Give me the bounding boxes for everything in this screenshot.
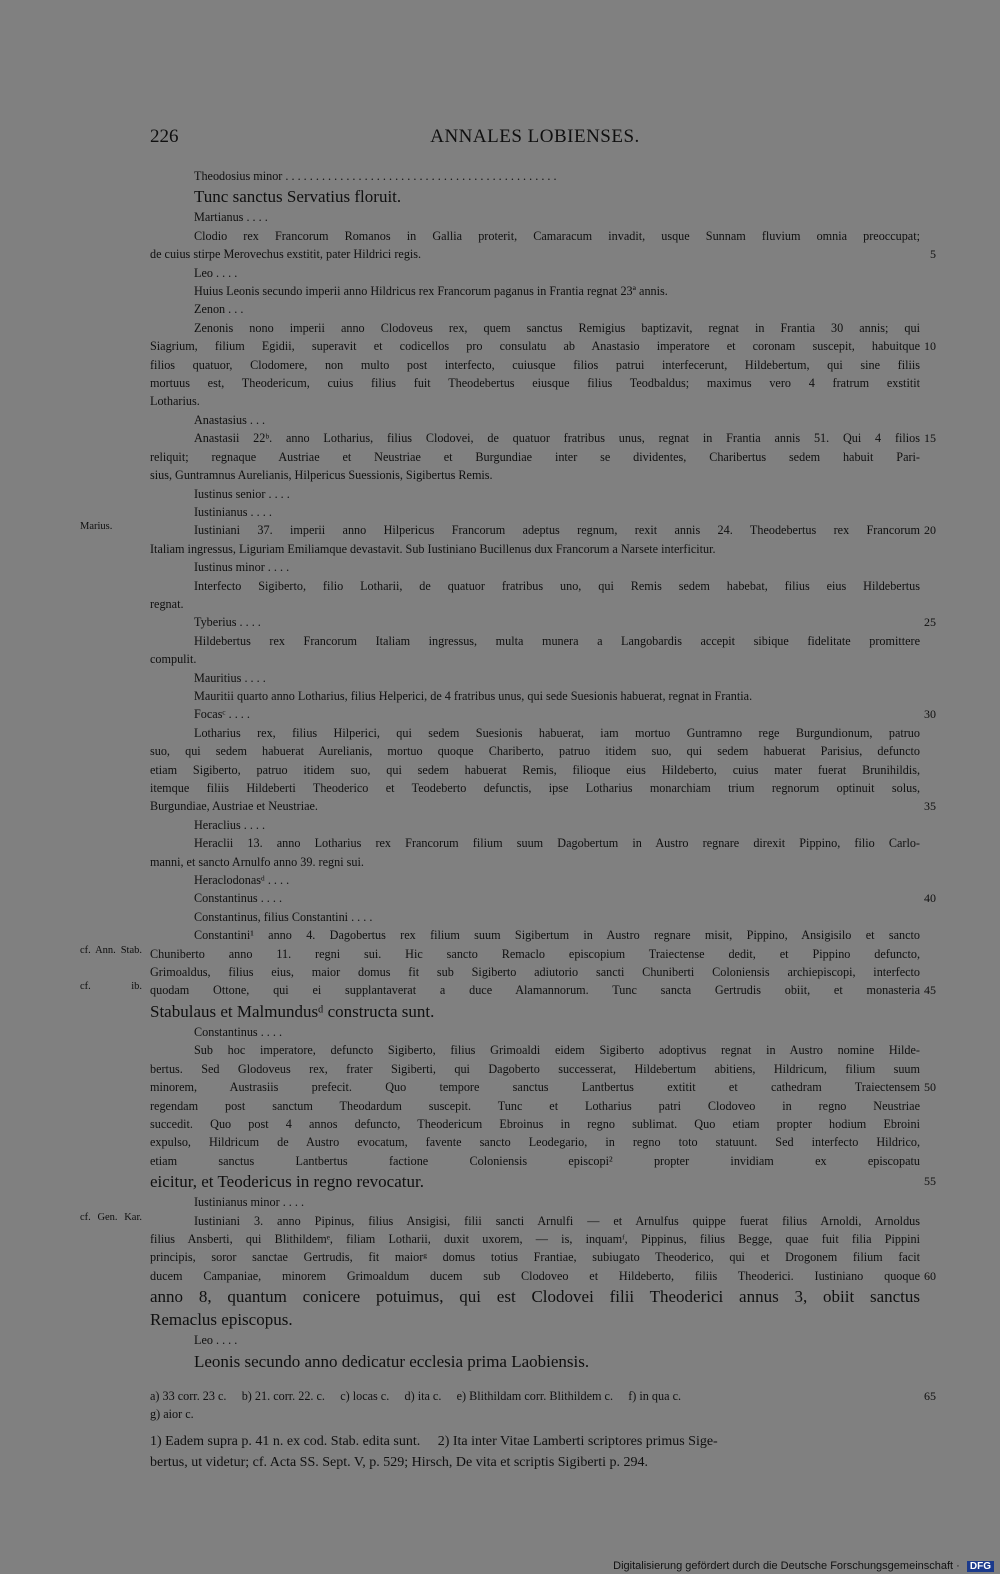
text-line <box>150 1041 920 1059</box>
line-text: Zenonis nono imperii anno Clodoveus rex, quem sanctus Remigius baptizavit, regnat in Frantia 30 annis; qui <box>194 320 920 335</box>
line-text: ducem Campaniae, minorem Grimoaldum ducem sub Clodoveo et Hildeberto, filiis Theoderici. Iustiniano quoque <box>150 1268 920 1283</box>
line-text: Lotharius. <box>150 394 200 409</box>
line-text: anno 8, quantum conicere potuimus, qui est Clodovei filii Theoderici annus 3, obiit sanctus <box>150 1287 920 1307</box>
running-title: ANNALES LOBIENSES. <box>430 126 640 147</box>
line-text: Iustiniani 3. anno Pipinus, filius Ansigisi, filii sancti Arnulfi — et Arnulfus quippe fuerat filius Arnoldi, Arnoldus <box>194 1213 920 1228</box>
line-text: filios quatuor, Clodomere, non multo post interfecto, cuiusque filios patrui interfecerunt, Hildebertum, qui sine filiis <box>150 357 920 372</box>
footnote-line: bertus, ut videtur; cf. Acta SS. Sept. V, p. 529; Hirsch, De vita et scriptis Sigiberti p. 294. <box>150 1455 648 1470</box>
text-line <box>150 208 920 226</box>
text-line <box>150 540 920 558</box>
text-line <box>150 485 920 503</box>
line-text: Iustinianus . . . . <box>194 504 272 519</box>
line-number: 25 <box>924 615 936 630</box>
margin-note: cf. Gen. Kar. <box>80 1211 142 1223</box>
line-text: Tyberius . . . . <box>194 615 261 630</box>
text-line <box>80 521 936 539</box>
line-text: Clodio rex Francorum Romanos in Gallia proterit, Camaracum invadit, usque Sunnam fluvium omnia preoccupat; <box>194 228 920 243</box>
text-line <box>150 705 936 723</box>
footnote-text: a) 33 corr. 23 c. b) 21. corr. 22. c. c) locas c. d) ita c. e) Blithildam corr. Blithildem c. f) in qua c. <box>150 1389 682 1403</box>
line-text: Zenon . . . <box>194 302 244 317</box>
line-text: Hildebertus rex Francorum Italiam ingressus, multa munera a Langobardis accepit sibique fidelitate promittere <box>194 633 920 648</box>
text-line <box>150 797 936 815</box>
footnote-line <box>150 1387 936 1405</box>
line-text: filius Ansberti, qui Blithildemᵉ, filiam Lotharii, duxit uxorem, — is, inquamᶠ, Pippinus, filius Begge, quae fuit filia Pippini <box>150 1231 920 1246</box>
text-line <box>150 761 920 779</box>
line-text: de cuius stirpe Merovechus exstitit, pater Hildrici regis. <box>150 247 422 262</box>
text-line <box>150 926 920 944</box>
line-number: 45 <box>924 983 936 998</box>
line-text: Iustinus senior . . . . <box>194 486 290 501</box>
text-line <box>150 1060 920 1078</box>
line-text: mortuus est, Theodericum, cuius filius fuit Theodebertus eiusque filius Teodbaldus; maximus vero 4 fratrum exstitit <box>150 376 920 391</box>
text-line <box>150 632 920 650</box>
line-text: Iustinus minor . . . . <box>194 560 290 575</box>
text-line <box>150 834 920 852</box>
line-text: Heraclii 13. anno Lotharius rex Francorum filium suum Dagobertum in Austro regnare direxit Pippino, filio Carlo- <box>194 836 920 851</box>
line-text: quodam Ottone, qui ei supplantaverat a duce Alamannorum. Tunc sancta Gertrudis obiit, et monasteria <box>150 983 920 998</box>
line-text: Italiam ingressus, Liguriam Emiliamque devastavit. Sub Iustiniano Bucillenus dux Francorum a Narsete interficitur. <box>150 541 716 556</box>
text-line <box>150 1078 936 1096</box>
line-text: succedit. Quo post 4 annos defuncto, Theodericum Ebroinus in regno sublimat. Quo etiam propter hodium Ebroini <box>150 1116 920 1131</box>
line-text: suo, qui sedem habuerat Aurelianis, mortuo quoque Chariberto, patruo itidem suo, qui sedem habuerat Parisius, defuncto <box>150 744 920 759</box>
text-line <box>150 185 920 208</box>
text-line <box>150 167 920 185</box>
line-number: 50 <box>924 1080 936 1095</box>
text-line <box>150 1308 920 1331</box>
line-text: eicitur, et Teodericus in regno revocatur. <box>150 1172 424 1192</box>
text-line <box>150 466 920 484</box>
text-line <box>150 356 920 374</box>
text-line <box>150 411 920 429</box>
line-text: Anastasius . . . <box>194 412 266 427</box>
margin-note: cf. Ann. Stab. <box>80 944 142 956</box>
line-text: Heraclius . . . . <box>194 817 266 832</box>
line-text: minorem, Austrasiis prefecit. Quo tempore sanctus Lantbertus extitit et cathedram Traiectensem <box>150 1080 920 1095</box>
line-text: Iustiniani 37. imperii anno Hilpericus Francorum adeptus regnum, rexit annis 24. Theodebertus rex Francorum <box>194 523 920 538</box>
line-text: regnat. <box>150 596 184 611</box>
text-line <box>150 595 920 613</box>
text-line <box>150 1115 920 1133</box>
text-line <box>150 669 920 687</box>
line-text: Heraclodonasᵈ . . . . <box>194 873 290 888</box>
line-number: 55 <box>924 1174 936 1189</box>
line-text: Leonis secundo anno dedicatur ecclesia prima Laobiensis. <box>194 1351 590 1371</box>
line-text: sius, Guntramnus Aurelianis, Hilpericus Suessionis, Sigibertus Remis. <box>150 468 493 483</box>
line-text: Leo . . . . <box>194 265 238 280</box>
dfg-footer <box>613 1560 994 1572</box>
line-number: 15 <box>924 431 936 446</box>
text-line <box>150 429 936 447</box>
line-text: Stabulaus et Malmundusᵈ constructa sunt. <box>150 1001 435 1021</box>
line-number: 60 <box>924 1268 936 1283</box>
line-text: Constantinus . . . . <box>194 891 283 906</box>
line-text: Lotharius rex, filius Hilperici, qui sedem Suesionis habuerat, iam mortuo Guntramno rege Burgundionum, patruo <box>194 725 920 740</box>
text-line <box>150 889 936 907</box>
line-text: Mauritius . . . . <box>194 670 266 685</box>
line-text: Mauritii quarto anno Lotharius, filius Helperici, de 4 fratribus unus, qui sede Suesionis habuerat, regnat in Frantia. <box>194 688 753 703</box>
text-line <box>150 1097 920 1115</box>
text-line <box>150 779 920 797</box>
line-text: Focasᶜ . . . . <box>194 707 250 722</box>
line-text: regendam post sanctum Theodardum suscepit. Tunc et Lotharius patri Clodoveo in regno Neustriae <box>150 1098 920 1113</box>
text-line <box>150 1000 920 1023</box>
text-line <box>150 853 920 871</box>
line-text: compulit. <box>150 652 197 667</box>
text-line <box>80 944 920 963</box>
text-line <box>150 1285 920 1308</box>
line-text: etiam sanctus Lantbertus factione Coloniensis episcopi² propter invidiam ex episcopatu <box>150 1153 920 1168</box>
text-line <box>150 1350 920 1374</box>
text-line <box>150 558 920 576</box>
text-line <box>150 264 920 282</box>
line-text: reliquit; regnaque Austriae et Neustriae et Burgundiae inter se dividentes, Charibertus sedem habuit Pari- <box>150 449 920 464</box>
line-number: 10 <box>924 339 936 354</box>
line-number: 30 <box>924 707 936 722</box>
text-line <box>150 613 936 631</box>
text-line <box>150 1230 920 1248</box>
text-line <box>150 374 920 392</box>
text-line <box>150 392 920 410</box>
page-header <box>150 126 920 156</box>
text-line <box>150 1023 920 1041</box>
line-number: 65 <box>924 1389 936 1403</box>
text-line <box>150 448 920 466</box>
line-text: expulso, Hildricum de Austro evocatum, favente sancto Leodegario, in regno toto statuunt. Sed interfecto Hildrico, <box>150 1135 920 1150</box>
text-line <box>150 1331 920 1349</box>
text-line <box>150 742 920 760</box>
text-line <box>150 300 920 318</box>
line-text: Siagrium, filium Egidii, superavit et codicellos pro consulatu ab Anastasio imperatore et coronam suscepit, habuitque <box>150 339 920 354</box>
text-line <box>150 871 920 889</box>
margin-note: cf. ib. <box>80 981 142 993</box>
line-number: 35 <box>924 799 936 814</box>
text-line <box>150 577 920 595</box>
text-line <box>150 245 936 263</box>
text-line <box>150 282 920 300</box>
text-line <box>80 1211 920 1230</box>
text-line <box>150 816 920 834</box>
line-number: 40 <box>924 891 936 906</box>
text-line <box>150 227 920 245</box>
text-line <box>150 337 936 355</box>
text-body <box>80 167 936 1374</box>
line-text: Chuniberto anno 11. regni sui. Hic sancto Remaclo episcopium Traiectense dedit, et Pippino defuncto, <box>150 946 920 961</box>
line-text: Remaclus episcopus. <box>150 1310 293 1330</box>
line-text: Interfecto Sigiberto, filio Lotharii, de quatuor fratribus uno, qui Remis sedem habebat, filius eius Hildebertus <box>194 578 920 593</box>
text-line <box>150 1248 920 1266</box>
text-line <box>150 650 920 668</box>
text-line <box>150 1193 920 1211</box>
line-text: Constantinus . . . . <box>194 1024 283 1039</box>
footnotes <box>150 1387 936 1473</box>
line-number: 20 <box>924 523 936 538</box>
text-line <box>150 724 920 742</box>
footer-text: Digitalisierung gefördert durch die Deutsche Forschungsgemeinschaft · <box>613 1560 960 1572</box>
line-text: Theodosius minor . . . . . . . . . . . . . . . . . . . . . . . . . . . . . . . . . . . . . . . . . . . . . <box>194 169 557 183</box>
line-text: Sub hoc imperatore, defuncto Sigiberto, filius Grimoaldi eidem Sigiberto adoptivus regnat in Austro nomine Hilde- <box>194 1043 920 1058</box>
line-text: etiam Sigiberto, patruo itidem suo, qui sedem habuerat Remis, filioque eius Hildeberto, cuius mater fuerat Brunihildis, <box>150 762 920 777</box>
text-line <box>150 1170 936 1193</box>
dfg-logo: DFG <box>967 1561 994 1572</box>
line-text: principis, soror sanctae Gertrudis, fit maiorᵍ domus totius Frantiae, subiugato Theoderico, qui et Drogonem filium facit <box>150 1250 920 1265</box>
text-line <box>150 908 920 926</box>
line-text: Leo . . . . <box>194 1333 238 1348</box>
line-text: Constantini¹ anno 4. Dagobertus rex filium suum Sigibertum in Austro regnare misit, Pippino, Ansigisilo et sancto <box>194 928 920 943</box>
page-number: 226 <box>150 126 179 147</box>
line-text: Iustinianus minor . . . . <box>194 1195 305 1210</box>
line-text: itemque filiis Hildeberti Theoderico et Teodeberto defunctis, ipse Lotharius monarchiam trium regnorum optinuit solus, <box>150 781 920 795</box>
text-line <box>150 503 920 521</box>
line-text: bertus. Sed Glodoveus rex, frater Sigiberti, qui Dagoberto successerat, Hildebertum abitiens, Hildricum, filium suum <box>150 1061 920 1076</box>
line-text: manni, et sancto Arnulfo anno 39. regni sui. <box>150 854 364 869</box>
text-line <box>150 1267 936 1285</box>
text-line <box>150 1152 920 1170</box>
line-text: Huius Leonis secundo imperii anno Hildricus rex Francorum paganus in Frantia regnat 23ª annis. <box>194 284 668 299</box>
text-line <box>150 319 920 337</box>
text-line <box>150 1133 920 1151</box>
line-text: Grimoaldus, filius eius, maior domus fit sub Sigiberto adiutorio sancti Chuniberti Coloniensis archiepiscopi, interfecto <box>150 965 920 980</box>
text-line <box>150 963 920 981</box>
line-text: Tunc sanctus Servatius floruit. <box>194 187 402 207</box>
line-text: Martianus . . . . <box>194 210 268 225</box>
line-text: Burgundiae, Austriae et Neustriae. <box>150 799 318 814</box>
footnote-line: g) aior c. <box>150 1407 194 1421</box>
margin-note: Marius. <box>80 521 113 533</box>
line-number: 5 <box>930 247 936 262</box>
text-line <box>80 981 936 999</box>
line-text: Anastasii 22ᵇ. anno Lotharius, filius Clodovei, de quatuor fratribus unus, regnat in Frantia annis 51. Qui 4 filios <box>194 431 920 446</box>
footnote-line: 1) Eadem supra p. 41 n. ex cod. Stab. edita sunt. 2) Ita inter Vitae Lamberti scriptores primus Sige- <box>150 1434 718 1449</box>
line-text: Constantinus, filius Constantini . . . . <box>194 909 373 924</box>
text-line <box>150 687 920 705</box>
